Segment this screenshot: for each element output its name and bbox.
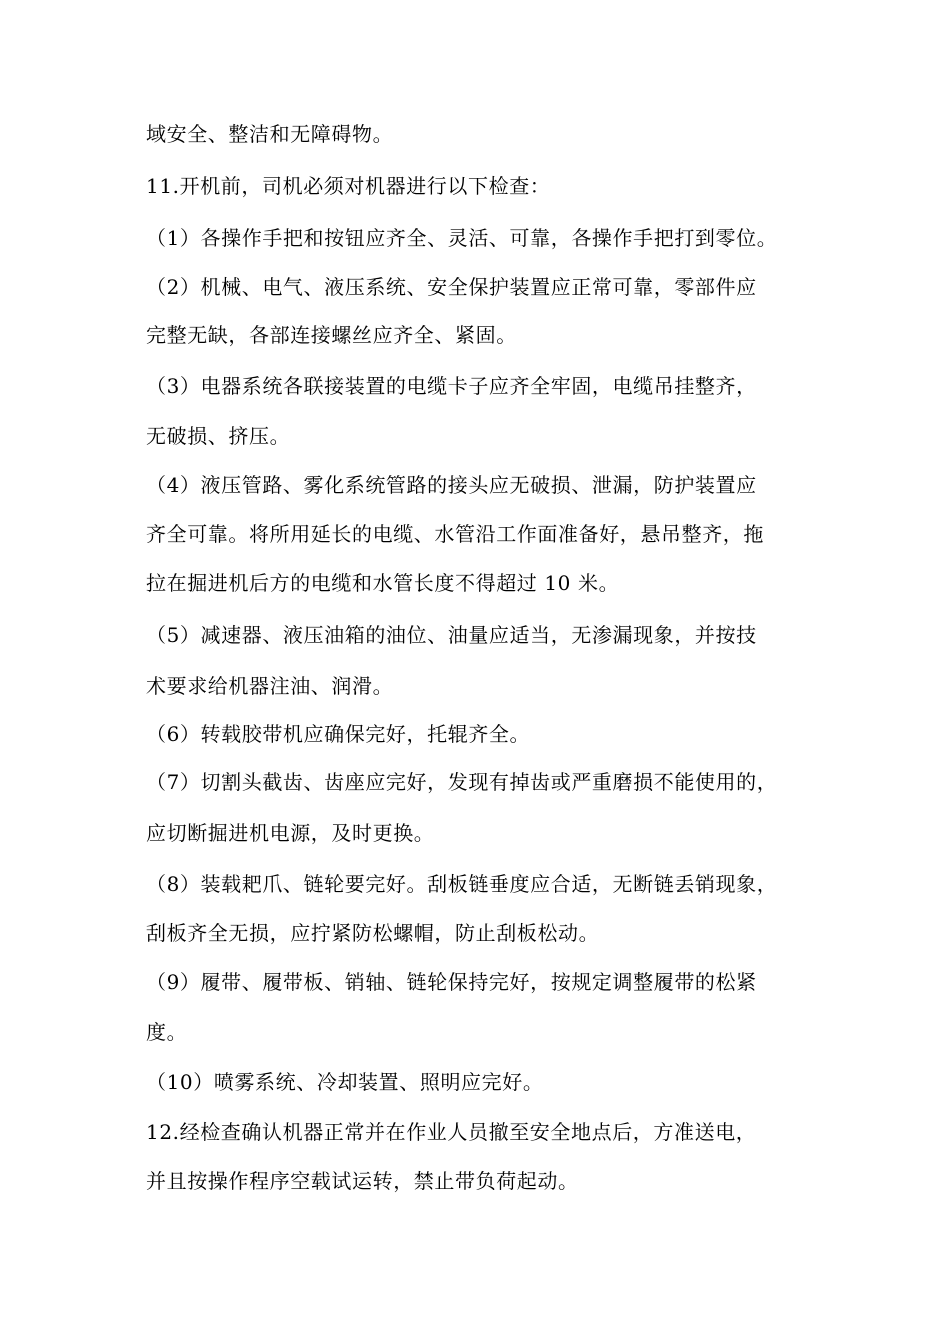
text-line: 完整无缺，各部连接螺丝应齐全、紧固。 (146, 323, 517, 347)
text-line: 刮板齐全无损，应拧紧防松螺帽，防止刮板松动。 (146, 921, 600, 945)
text-line: 域安全、整洁和无障碍物。 (146, 122, 394, 146)
list-item-5: （5）减速器、液压油箱的油位、油量应适当，无渗漏现象，并按技 (146, 623, 757, 647)
section-heading: 11.开机前，司机必须对机器进行以下检查： (146, 174, 551, 198)
section-heading: 12.经检查确认机器正常并在作业人员撤至安全地点后，方准送电， (146, 1120, 757, 1144)
text-line: 无破损、挤压。 (146, 424, 291, 448)
list-item-10: （10）喷雾系统、冷却装置、照明应完好。 (146, 1070, 544, 1094)
list-item-6: （6）转载胶带机应确保完好，托辊齐全。 (146, 722, 531, 746)
list-item-3: （3）电器系统各联接装置的电缆卡子应齐全牢固，电缆吊挂整齐， (146, 374, 757, 398)
list-item-8: （8）装载耙爪、链轮要完好。刮板链垂度应合适，无断链丢销现象， (146, 872, 778, 896)
text-line: 并且按操作程序空载试运转，禁止带负荷起动。 (146, 1169, 579, 1193)
list-item-9: （9）履带、履带板、销轴、链轮保持完好，按规定调整履带的松紧 (146, 970, 757, 994)
list-item-4: （4）液压管路、雾化系统管路的接头应无破损、泄漏，防护装置应 (146, 473, 757, 497)
text-line: 度。 (146, 1020, 188, 1044)
list-item-2: （2）机械、电气、液压系统、安全保护装置应正常可靠，零部件应 (146, 275, 757, 299)
list-item-7: （7）切割头截齿、齿座应完好，发现有掉齿或严重磨损不能使用的， (146, 770, 778, 794)
text-line: 拉在掘进机后方的电缆和水管长度不得超过 10 米。 (146, 571, 620, 595)
list-item-1: （1）各操作手把和按钮应齐全、灵活、可靠，各操作手把打到零位。 (146, 226, 778, 250)
text-line: 应切断掘进机电源，及时更换。 (146, 821, 435, 845)
text-line: 齐全可靠。将所用延长的电缆、水管沿工作面准备好，悬吊整齐，拖 (146, 522, 764, 546)
text-line: 术要求给机器注油、润滑。 (146, 674, 394, 698)
